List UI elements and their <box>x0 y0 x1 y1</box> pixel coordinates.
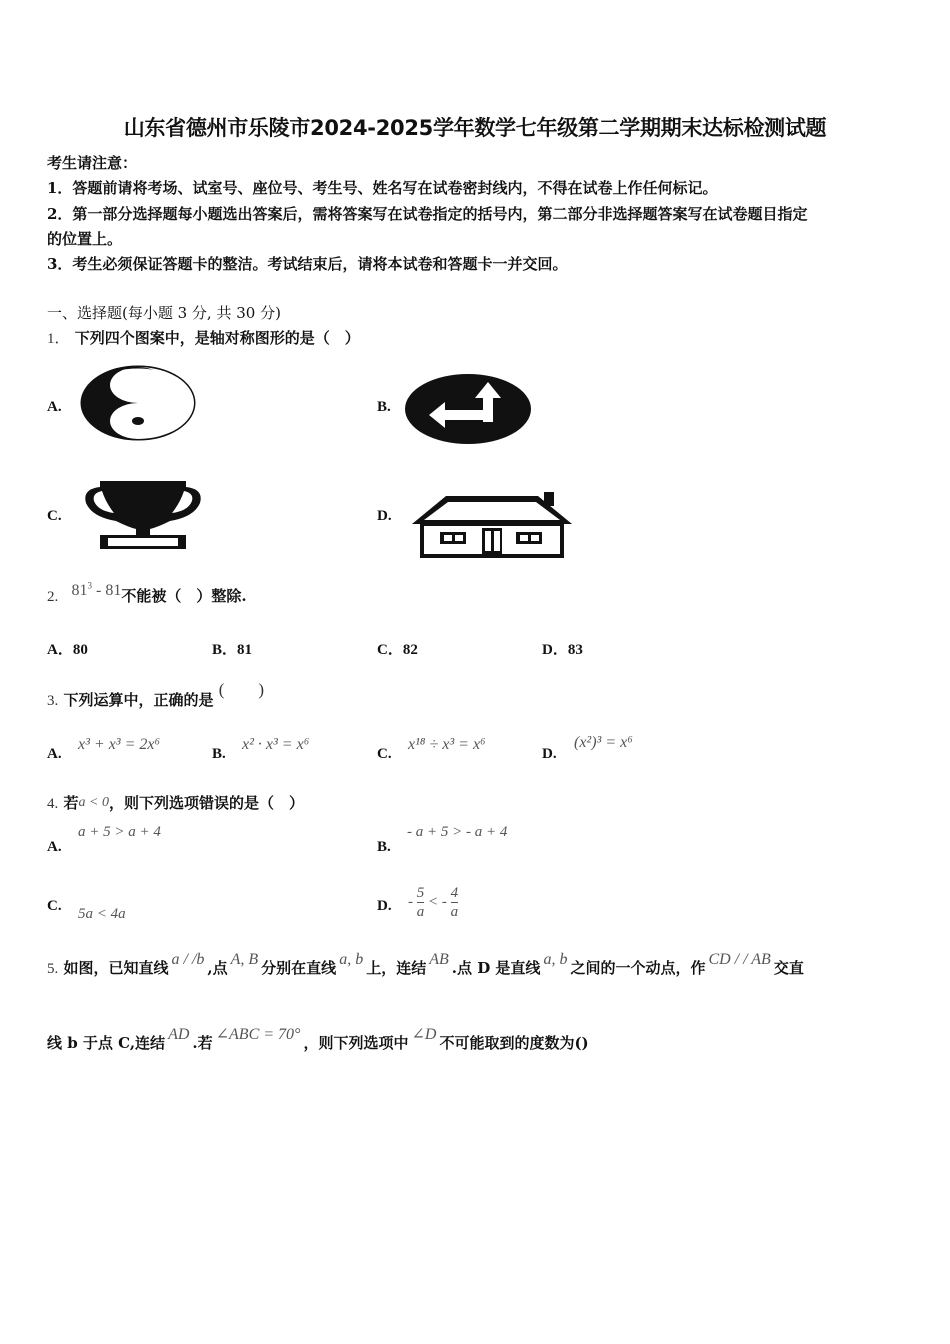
q4-option-expression: a + 5 > a + 4 <box>78 824 161 840</box>
question-1 <box>47 327 360 348</box>
question-text <box>63 951 804 977</box>
inline-math: ∠D <box>411 1026 437 1043</box>
q1-option-label: B. <box>377 399 391 415</box>
question-condition: a < 0 <box>78 795 109 810</box>
inline-text: 不可能取到的度数为() <box>439 1034 589 1052</box>
question-5-line-2 <box>47 1026 589 1053</box>
notice-item: 1．答题前请将考场、试室号、座位号、考生号、姓名写在试卷密封线内，不得在试卷上作任何标记。 <box>47 179 718 197</box>
q4-option-label: B. <box>377 839 391 855</box>
inline-text: 上，连结 <box>366 959 427 977</box>
question-number: 5. <box>47 961 59 977</box>
inline-text: .若 <box>192 1034 213 1052</box>
q4-option-expression: - a + 5 > - a + 4 <box>407 824 508 840</box>
question-number: 4. <box>47 796 59 812</box>
q4-option-label: A. <box>47 839 62 855</box>
inline-math: A, B <box>230 951 259 968</box>
inline-math: CD / / AB <box>708 951 771 968</box>
q2-option: B．81 <box>212 642 253 658</box>
q4-option-label: D. <box>377 898 392 914</box>
notice-heading: 考生请注意： <box>47 154 138 172</box>
notice-item: 3．考生必须保证答题卡的整洁。考试结束后，请将本试卷和答题卡一并交回。 <box>47 255 568 273</box>
question-number: 1． <box>47 331 70 347</box>
notice-item: 的位置上。 <box>47 230 123 248</box>
inline-text: 线 b 于点 C,连结 <box>47 1034 166 1052</box>
inline-text: 如图，已知直线 <box>63 959 169 977</box>
inline-math: a, b <box>339 951 364 968</box>
q2-option: D．83 <box>542 642 583 658</box>
inline-text: .点 D 是直线 <box>451 959 541 977</box>
inline-math: AB <box>429 951 449 968</box>
q3-option-label: C. <box>377 746 392 762</box>
inline-text: ,点 <box>207 959 228 977</box>
question-text: 不能被（ ）整除. <box>121 587 247 605</box>
question-text: 若 <box>63 794 79 812</box>
inline-math: ∠ABC = 70° <box>215 1026 301 1043</box>
question-text: ，则下列选项错误的是（ ） <box>108 794 304 812</box>
house-icon <box>410 490 574 564</box>
inline-text: 交直 <box>773 959 804 977</box>
section-heading: 一、选择题(每小题 3 分, 共 30 分) <box>47 304 281 322</box>
turn-sign-icon <box>403 372 533 450</box>
inline-text: ，则下列选项中 <box>303 1034 409 1052</box>
question-number: 2. <box>47 589 59 605</box>
q1-option-label: A. <box>47 399 62 415</box>
question-2 <box>47 580 247 606</box>
notice-item: 2．第一部分选择题每小题选出答案后，需将答案写在试卷指定的括号内，第二部分非选择题答案写在试卷题目指定 <box>47 205 808 223</box>
q4-option-expression: 5a < 4a <box>78 906 126 922</box>
question-number: 3. <box>47 693 59 709</box>
q3-option-label: A. <box>47 746 62 762</box>
q2-option: A．80 <box>47 642 88 658</box>
q3-option-expression: x² · x³ = x⁶ <box>242 736 310 753</box>
trophy-icon <box>78 477 208 555</box>
inline-math: AD <box>168 1026 190 1043</box>
question-text: 下列四个图案中，是轴对称图形的是（ ） <box>74 329 360 347</box>
inline-text: 之间的一个动点，作 <box>570 959 706 977</box>
yin-yang-icon <box>80 364 196 446</box>
question-3 <box>47 680 265 710</box>
inline-math: a, b <box>543 951 568 968</box>
q4-option-label: C. <box>47 898 62 914</box>
question-5-line-1 <box>47 951 804 978</box>
question-text: 下列运算中，正确的是 <box>63 691 214 709</box>
answer-bracket: ( ) <box>218 680 265 699</box>
q3-option-label: B. <box>212 746 226 762</box>
question-4 <box>47 792 304 813</box>
q1-option-label: C. <box>47 508 62 524</box>
question-expression: $81^3 - 81$ <box>71 580 122 599</box>
q1-option-label: D. <box>377 508 392 524</box>
q2-option: C．82 <box>377 642 418 658</box>
inline-text: 分别在直线 <box>261 959 337 977</box>
q3-option-label: D. <box>542 746 557 762</box>
inline-math: a / /b <box>171 951 205 968</box>
q4-option-expression: - $\frac{5}{a}$ < - $\frac{4}{a}$ <box>408 885 459 920</box>
q3-option-expression: x¹⁸ ÷ x³ = x⁶ <box>408 736 486 753</box>
question-text <box>47 1026 589 1052</box>
q3-option-expression: (x²)³ = x⁶ <box>574 734 633 751</box>
q3-option-expression: x³ + x³ = 2x⁶ <box>78 736 161 753</box>
page-title: 山东省德州市乐陵市2024-2025学年数学七年级第二学期期末达标检测试题 <box>123 116 827 140</box>
